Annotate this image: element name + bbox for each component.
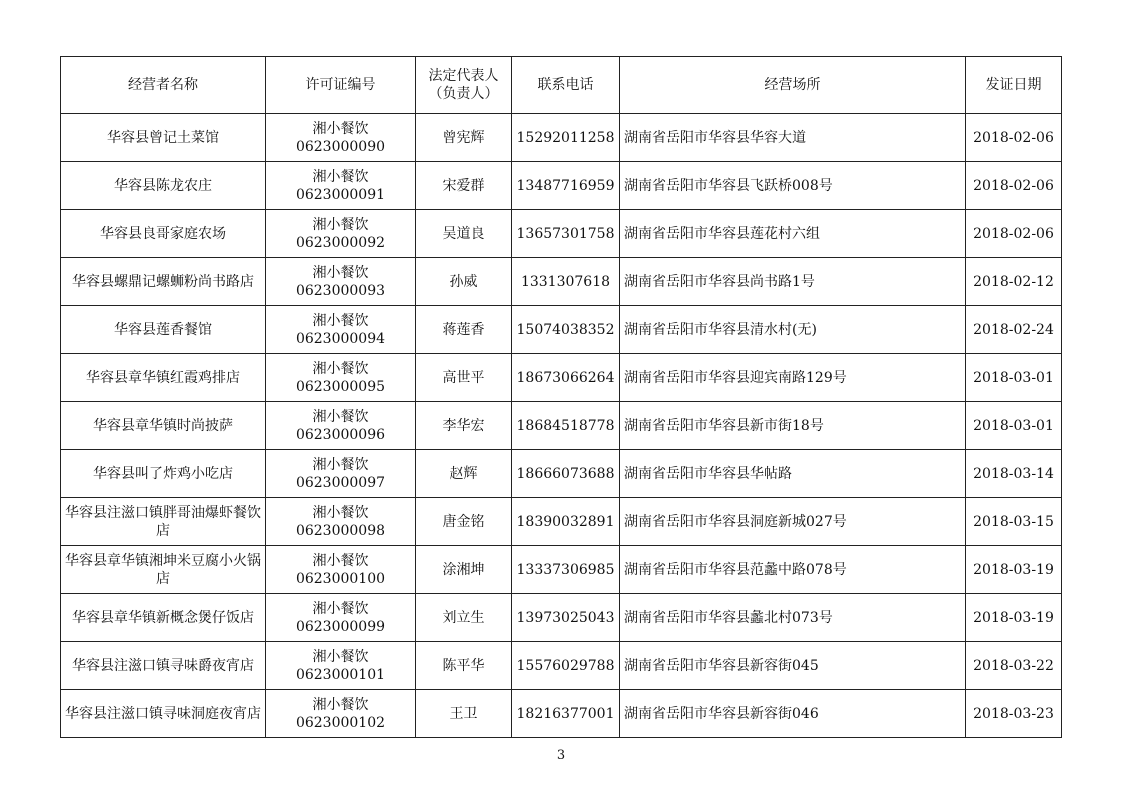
cell-address: 湖南省岳阳市华容县清水村(无) xyxy=(620,306,966,354)
header-license-no: 许可证编号 xyxy=(266,57,416,114)
cell-legal-rep: 唐金铭 xyxy=(416,498,512,546)
cell-issue-date: 2018-03-19 xyxy=(966,594,1062,642)
cell-license-no: 湘小餐饮0623000101 xyxy=(266,642,416,690)
cell-phone: 15576029788 xyxy=(512,642,620,690)
cell-issue-date: 2018-03-15 xyxy=(966,498,1062,546)
table-row xyxy=(61,450,1062,498)
cell-phone: 13973025043 xyxy=(512,594,620,642)
cell-issue-date: 2018-02-06 xyxy=(966,210,1062,258)
table-row xyxy=(61,162,1062,210)
cell-phone: 15074038352 xyxy=(512,306,620,354)
license-table xyxy=(60,56,1062,738)
header-row xyxy=(61,57,1062,114)
cell-address: 湖南省岳阳市华容县新容街046 xyxy=(620,690,966,738)
cell-address: 湖南省岳阳市华容县新市街18号 xyxy=(620,402,966,450)
cell-issue-date: 2018-03-01 xyxy=(966,354,1062,402)
table-row xyxy=(61,402,1062,450)
cell-address: 湖南省岳阳市华容县蠡北村073号 xyxy=(620,594,966,642)
cell-legal-rep: 高世平 xyxy=(416,354,512,402)
cell-phone: 13487716959 xyxy=(512,162,620,210)
cell-license-no: 湘小餐饮0623000097 xyxy=(266,450,416,498)
cell-license-no: 湘小餐饮0623000091 xyxy=(266,162,416,210)
cell-legal-rep: 李华宏 xyxy=(416,402,512,450)
cell-issue-date: 2018-03-22 xyxy=(966,642,1062,690)
cell-legal-rep: 宋爱群 xyxy=(416,162,512,210)
cell-phone: 18216377001 xyxy=(512,690,620,738)
cell-legal-rep: 曾宪辉 xyxy=(416,114,512,162)
cell-phone: 1331307618 xyxy=(512,258,620,306)
table-row xyxy=(61,594,1062,642)
cell-license-no: 湘小餐饮0623000096 xyxy=(266,402,416,450)
cell-operator-name: 华容县注滋口镇寻味洞庭夜宵店 xyxy=(61,690,266,738)
table-body xyxy=(61,114,1062,738)
header-legal-rep-line1: 法定代表人 xyxy=(428,68,499,84)
cell-address: 湖南省岳阳市华容县迎宾南路129号 xyxy=(620,354,966,402)
cell-phone: 13337306985 xyxy=(512,546,620,594)
cell-issue-date: 2018-03-19 xyxy=(966,546,1062,594)
cell-issue-date: 2018-02-06 xyxy=(966,114,1062,162)
cell-operator-name: 华容县章华镇湘坤米豆腐小火锅店 xyxy=(61,546,266,594)
cell-operator-name: 华容县莲香餐馆 xyxy=(61,306,266,354)
cell-phone: 13657301758 xyxy=(512,210,620,258)
cell-license-no: 湘小餐饮0623000090 xyxy=(266,114,416,162)
cell-license-no: 湘小餐饮0623000094 xyxy=(266,306,416,354)
cell-legal-rep: 孙威 xyxy=(416,258,512,306)
cell-phone: 18673066264 xyxy=(512,354,620,402)
cell-address: 湖南省岳阳市华容县新容街045 xyxy=(620,642,966,690)
cell-license-no: 湘小餐饮0623000102 xyxy=(266,690,416,738)
table-row xyxy=(61,642,1062,690)
table-row xyxy=(61,690,1062,738)
header-legal-rep-line2: （负责人） xyxy=(428,86,499,102)
cell-license-no: 湘小餐饮0623000099 xyxy=(266,594,416,642)
cell-operator-name: 华容县叫了炸鸡小吃店 xyxy=(61,450,266,498)
cell-address: 湖南省岳阳市华容县洞庭新城027号 xyxy=(620,498,966,546)
table-row xyxy=(61,546,1062,594)
cell-license-no: 湘小餐饮0623000093 xyxy=(266,258,416,306)
cell-phone: 18390032891 xyxy=(512,498,620,546)
cell-license-no: 湘小餐饮0623000095 xyxy=(266,354,416,402)
header-issue-date: 发证日期 xyxy=(966,57,1062,114)
cell-issue-date: 2018-03-01 xyxy=(966,402,1062,450)
page-number: 3 xyxy=(556,748,566,763)
table-row xyxy=(61,258,1062,306)
cell-operator-name: 华容县注滋口镇寻味爵夜宵店 xyxy=(61,642,266,690)
cell-address: 湖南省岳阳市华容县华容大道 xyxy=(620,114,966,162)
cell-issue-date: 2018-03-14 xyxy=(966,450,1062,498)
cell-legal-rep: 刘立生 xyxy=(416,594,512,642)
cell-issue-date: 2018-03-23 xyxy=(966,690,1062,738)
header-operator-name: 经营者名称 xyxy=(61,57,266,114)
cell-issue-date: 2018-02-06 xyxy=(966,162,1062,210)
table-row xyxy=(61,498,1062,546)
table-row xyxy=(61,114,1062,162)
cell-address: 湖南省岳阳市华容县飞跃桥008号 xyxy=(620,162,966,210)
cell-address: 湖南省岳阳市华容县莲花村六组 xyxy=(620,210,966,258)
table-row xyxy=(61,210,1062,258)
cell-operator-name: 华容县曾记土菜馆 xyxy=(61,114,266,162)
cell-legal-rep: 陈平华 xyxy=(416,642,512,690)
cell-legal-rep: 王卫 xyxy=(416,690,512,738)
cell-legal-rep: 涂湘坤 xyxy=(416,546,512,594)
cell-phone: 15292011258 xyxy=(512,114,620,162)
cell-issue-date: 2018-02-12 xyxy=(966,258,1062,306)
table-row xyxy=(61,306,1062,354)
cell-address: 湖南省岳阳市华容县尚书路1号 xyxy=(620,258,966,306)
cell-legal-rep: 赵辉 xyxy=(416,450,512,498)
cell-operator-name: 华容县章华镇时尚披萨 xyxy=(61,402,266,450)
cell-phone: 18666073688 xyxy=(512,450,620,498)
cell-operator-name: 华容县注滋口镇胖哥油爆虾餐饮店 xyxy=(61,498,266,546)
cell-operator-name: 华容县章华镇新概念煲仔饭店 xyxy=(61,594,266,642)
header-address: 经营场所 xyxy=(620,57,966,114)
cell-address: 湖南省岳阳市华容县华帖路 xyxy=(620,450,966,498)
header-legal-rep xyxy=(416,57,512,114)
cell-license-no: 湘小餐饮0623000098 xyxy=(266,498,416,546)
cell-license-no: 湘小餐饮0623000092 xyxy=(266,210,416,258)
cell-operator-name: 华容县陈龙农庄 xyxy=(61,162,266,210)
header-phone: 联系电话 xyxy=(512,57,620,114)
cell-operator-name: 华容县良哥家庭农场 xyxy=(61,210,266,258)
cell-operator-name: 华容县章华镇红霞鸡排店 xyxy=(61,354,266,402)
cell-legal-rep: 吴道良 xyxy=(416,210,512,258)
table-row xyxy=(61,354,1062,402)
cell-address: 湖南省岳阳市华容县范蠡中路078号 xyxy=(620,546,966,594)
cell-phone: 18684518778 xyxy=(512,402,620,450)
table-header xyxy=(61,57,1062,114)
cell-license-no: 湘小餐饮0623000100 xyxy=(266,546,416,594)
cell-operator-name: 华容县螺鼎记螺蛳粉尚书路店 xyxy=(61,258,266,306)
cell-issue-date: 2018-02-24 xyxy=(966,306,1062,354)
cell-legal-rep: 蒋莲香 xyxy=(416,306,512,354)
